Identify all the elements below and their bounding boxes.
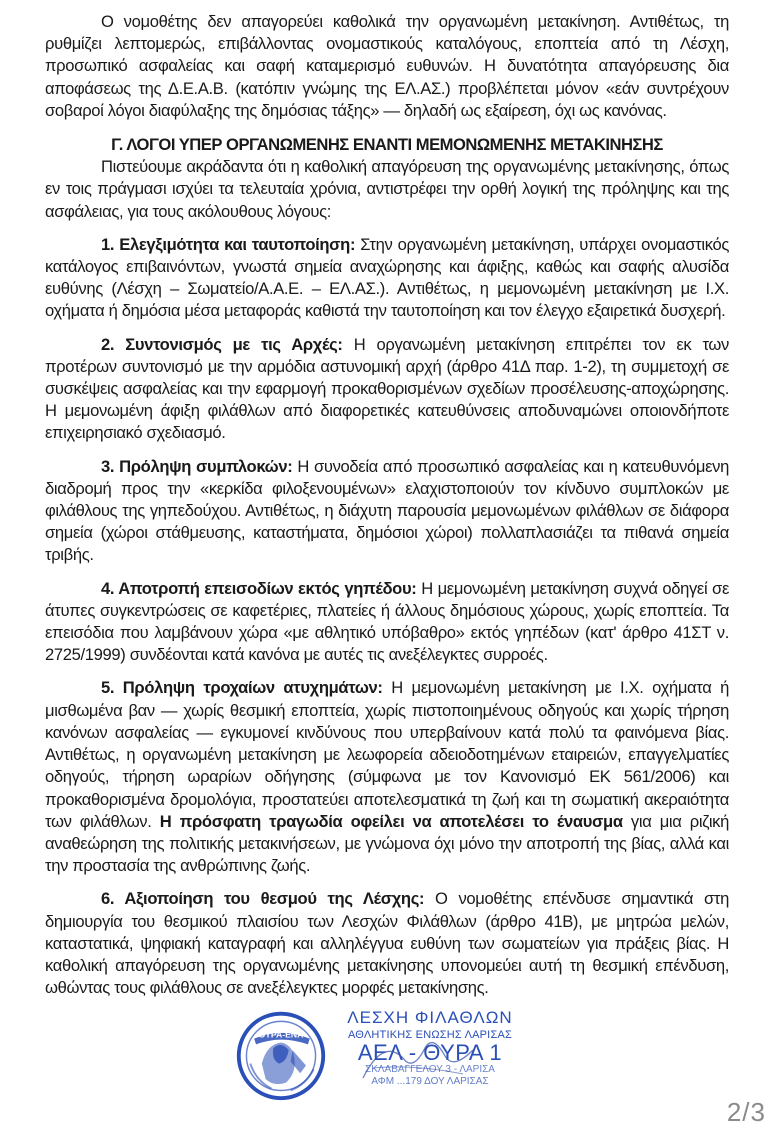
item-title: 6. Αξιοποίηση του θεσμού της Λέσχης: — [101, 889, 425, 909]
item-text: Η συνοδεία από προσωπικό ασφαλείας και η κατευθυνόμενη διαδρομή προς την «κερκίδα φιλοξενουμένων» ελαχιστοποιούν τον κίνδυνο συμπλοκών με φιλάθλους της γηπεδούχου. Αντιθέτως, η διάχυτη παρουσία μεμονωμένων φιλάθλων σε διάφορα σημεία (χώροι στάθμευσης, καταστήματα, δημόσιοι χώροι) πολλαπλασιάζει τα πιθανά σημεία τριβής. — [45, 456, 729, 565]
list-item — [45, 334, 729, 445]
list-item — [45, 677, 729, 877]
item-title: 3. Πρόληψη συμπλοκών: — [101, 456, 293, 476]
stamp-gate: ΑΕΛ - ΘΥΡΑ 1 — [357, 1040, 503, 1065]
item-text: Ο νομοθέτης επένδυσε σημαντικά στη δημιουργία του θεσμικού πλαισίου των Λεσχών Φιλάθλων (άρθρο 41Β), με μητρώα μελών, καταστατικά, ψηφιακή καταγραφή και αλληλέγγυα ευθύνη των σωματείων για πράξεις βίας. Η καθολική απαγόρευση της οργανωμένης μετακίνησης υπονομεύει αυτή τη θεσμική επένδυση, ωθώντας τους φιλάθλους σε ανεξέλεγκτες μορφές μετακίνησης. — [45, 889, 729, 998]
stamp-address: ΣΚΛΑΒΑΓΓΕΛΟΥ 3 - ΛΑΡΙΣΑ — [365, 1064, 495, 1075]
item-title: 4. Αποτροπή επεισοδίων εκτός γηπέδου: — [101, 578, 417, 598]
stamp-club-name: ΛΕΣΧΗ ΦΙΛΑΘΛΩΝ — [347, 1008, 513, 1027]
signature-icon — [353, 1028, 483, 1088]
seal-text: ΘΥΡΑ-ΕΝΑ — [258, 1029, 304, 1040]
item-title: 1. Ελεγξιμότητα και ταυτοποίηση: — [101, 234, 356, 254]
stamp-association: ΑΘΛΗΤΙΚΗΣ ΕΝΩΣΗΣ ΛΑΡΙΣΑΣ — [348, 1029, 512, 1041]
item-text: Η μεμονωμένη μετακίνηση συχνά οδηγεί σε άτυπες συγκεντρώσεις σε καφετέριες, πλατείες ή άλλους δημόσιους χώρους, χωρίς εποπτεία. Τα επεισόδια που λαμβάνουν χώρα «με αθλητικό υπόβαθρο» εκτός γηπέδων (κατ' άρθρο 41ΣΤ ν. 2725/1999) συνδέονται κατά κανόνα με αυτές τις ανεξέλεγκτες συρροές. — [45, 578, 729, 665]
item-title: 2. Συντονισμός με τις Αρχές: — [101, 334, 343, 354]
item-text: Η μεμονωμένη μετακίνηση με Ι.Χ. οχήματα ή μισθωμένα βαν — χωρίς θεσμική εποπτεία, χωρίς πιστοποιημένους οδηγούς και χωρίς τήρηση κανόνων ασφαλείας — εγκυμονεί κινδύνους που υπερβαίνουν κατά πολύ τα φαινόμενα βίας. Αντιθέτως, η οργανωμένη μετακίνηση με λεωφορεία αδειοδοτημένων εταιρειών, επαγγελματίες οδηγούς, τήρηση ωραρίων οδήγησης (σύμφωνα με τον Κανονισμό ΕΚ 561/2006) και προκαθορισμένα δρομολόγια, προστατεύει αποτελεσματικά τη ζωή και τη σωματική ακεραιότητα των φιλάθλων. — [45, 678, 730, 831]
document-page — [45, 11, 729, 999]
list-item — [45, 456, 729, 567]
list-item — [45, 578, 729, 667]
opening-paragraph: Ο νομοθέτης δεν απαγορεύει καθολικά την οργανωμένη μετακίνηση. Αντιθέτως, τη ρυθμίζει λεπτομερώς, επιβάλλοντας ονομαστικούς καταλόγους, εποπτεία από τη Λέσχη, προσωπικό ασφαλείας και σαφή καταμερισμό ευθυνών. Η δυνατότητα απαγόρευσης δια αποφάσεως της Δ.Ε.Α.Β. (κατόπιν γνώμης της ΕΛ.ΑΣ.) προβλέπεται μόνον «εάν συντρέχουν σοβαροί λόγοι διαφύλαξης της δημόσιας τάξης» — δηλαδή ως εξαίρεση, όχι ως κανόνας. — [45, 12, 729, 120]
item-text: Η οργανωμένη μετακίνηση επιτρέπει τον εκ των προτέρων συντονισμό με την αρμόδια αστυνομική αρχή (άρθρο 41Δ παρ. 1-2), τη συμμετοχή σε συσκέψεις ασφαλείας και την εφαρμογή προκαθορισμένων σχεδίων προσέλευσης-αποχώρησης. Η μεμονωμένη άφιξη φιλάθλων από διαφορετικές κατευθύνσεις αποδυναμώνει οποιονδήποτε επιχειρησιακό σχεδιασμό. — [45, 334, 729, 443]
item-text-after: για μια ριζική αναθεώρηση της πολιτικής μετακινήσεων, με γνώμονα όχι μόνο την αποτροπή της βίας, αλλά και την προστασία της ανθρώπινης ζωής. — [45, 811, 729, 876]
page-indicator: 2/3 — [726, 1097, 766, 1127]
club-seal-icon — [233, 1006, 329, 1102]
section-heading: Γ. ΛΟΓΟΙ ΥΠΕΡ ΟΡΓΑΝΩΜΕΝΗΣ ΕΝΑΝΤΙ ΜΕΜΟΝΩΜΕΝΗΣ ΜΕΤΑΚΙΝΗΣΗΣ — [111, 135, 663, 155]
item-text: Στην οργανωμένη μετακίνηση, υπάρχει ονομαστικός κατάλογος επιβαινόντων, γνωστά σημεία αναχώρησης και άφιξης, καθώς και σαφής αλυσίδα ευθύνης (Λέσχη – Σωματείο/Α.Α.Ε. – ΕΛ.ΑΣ.). Αντιθέτως, η μεμονωμένη μετακίνηση με Ι.Χ. οχήματα ή δημόσια μέσα μεταφοράς καθιστά την ταυτοποίηση και τον έλεγχο εξαιρετικά δυσχερή. — [45, 234, 729, 321]
item-title: 5. Πρόληψη τροχαίων ατυχημάτων: — [101, 678, 383, 698]
section-intro: Πιστεύουμε ακράδαντα ότι η καθολική απαγόρευση της οργανωμένης μετακίνησης, όπως εν τοις πράγμασι ισχύει τα τελευταία χρόνια, αντιστρέφει την ορθή λογική της πρόληψης και της ασφάλειας, για τους ακόλουθους λόγους: — [45, 157, 729, 221]
list-item — [45, 888, 729, 999]
stamp-tax-id: ΑΦΜ ...179 ΔΟΥ ΛΑΡΙΣΑΣ — [371, 1076, 489, 1087]
emphasis-text: Η πρόσφατη τραγωδία οφείλει να αποτελέσει το έναυσμα — [159, 811, 623, 831]
club-stamp — [233, 1006, 533, 1106]
list-item — [45, 234, 729, 323]
